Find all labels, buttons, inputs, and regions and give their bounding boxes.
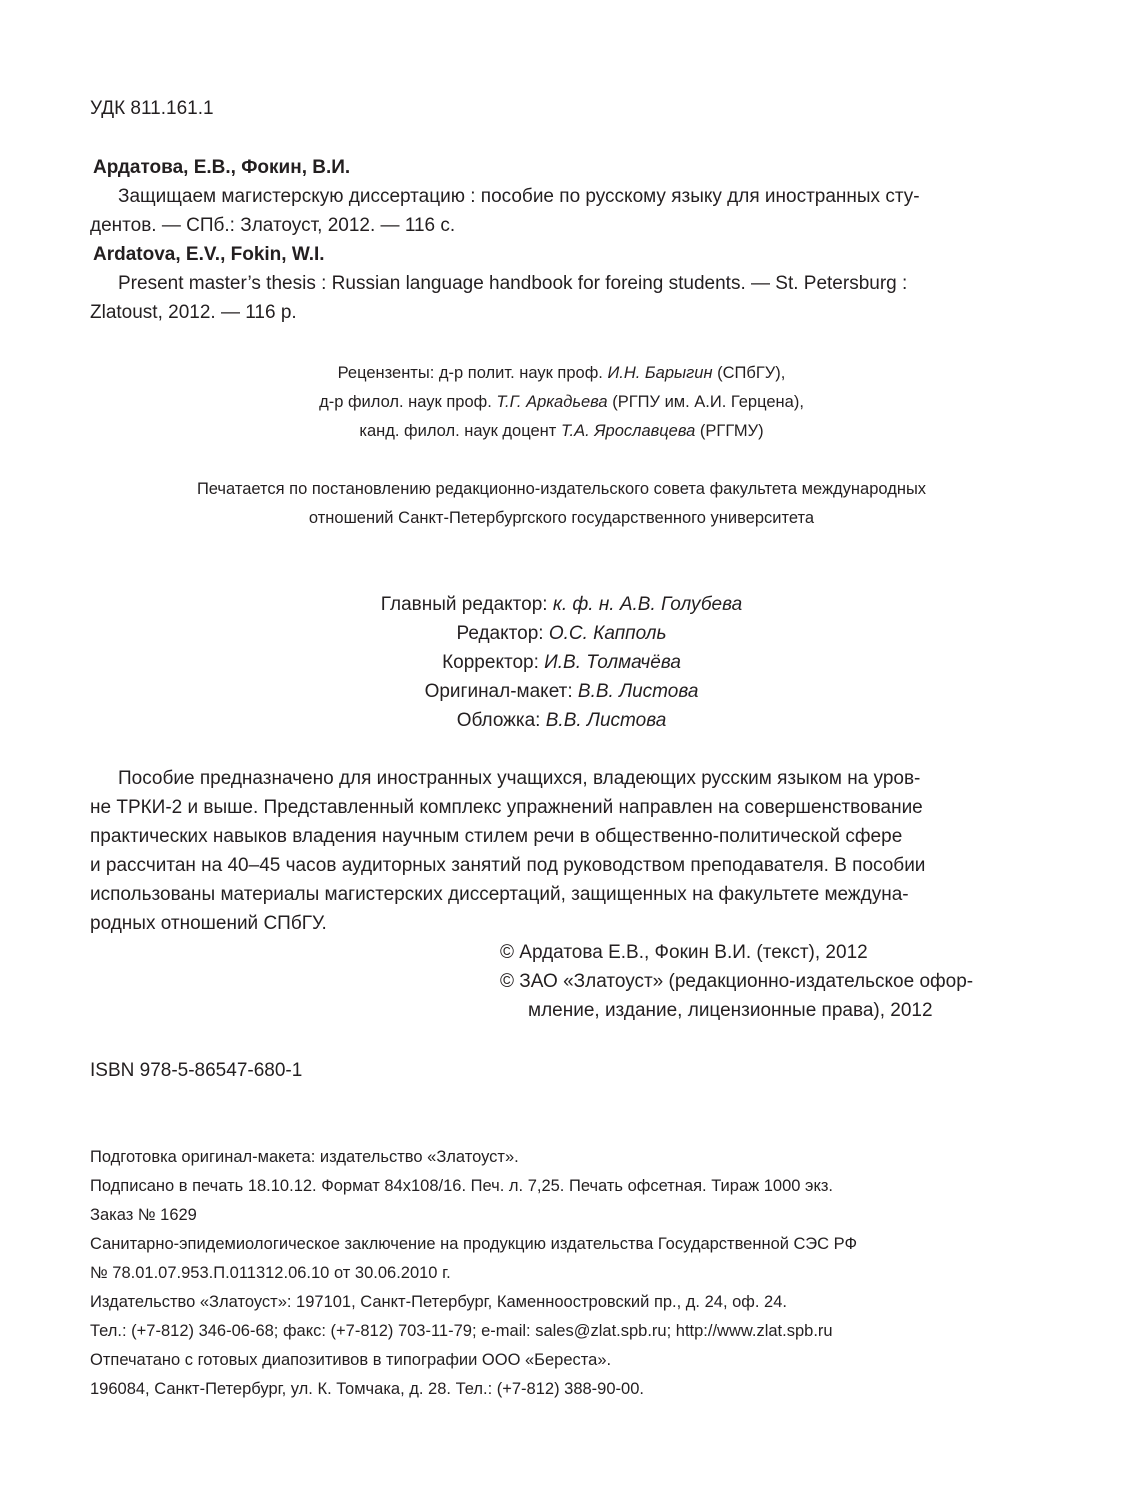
imprint-line: Издательство «Златоуст»: 197101, Санкт-Петербург, Каменноостровский пр., д. 24, оф. 24.: [90, 1293, 787, 1311]
en-title-line-1: Present master’s thesis : Russian language handbook for foreing students. — St. Petersburg :: [118, 273, 908, 294]
isbn: ISBN 978-5-86547-680-1: [90, 1060, 303, 1081]
copyright-authors: © Ардатова Е.В., Фокин В.И. (текст), 2012: [500, 942, 868, 963]
staff-line: Главный редактор: к. ф. н. А.В. Голубева: [380, 594, 743, 615]
staff-line: Редактор: О.С. Капполь: [456, 623, 667, 644]
imprint-line: Подготовка оригинал-макета: издательство «Златоуст».: [90, 1148, 519, 1166]
staff-line: Корректор: И.В. Толмачёва: [442, 652, 681, 673]
imprint-line: Отпечатано с готовых диапозитивов в типографии ООО «Береста».: [90, 1351, 612, 1369]
staff-line: Обложка: В.В. Листова: [456, 710, 667, 731]
annotation-line: использованы материалы магистерских диссертаций, защищенных на факультете междуна-: [90, 884, 909, 905]
imprint-line: № 78.01.07.953.П.011312.06.10 от 30.06.2010 г.: [90, 1264, 451, 1282]
copyright-publisher-cont: мление, издание, лицензионные права), 2012: [528, 1000, 933, 1021]
staff-line: Оригинал-макет: В.В. Листова: [424, 681, 699, 702]
reviewer-line: Рецензенты: д-р полит. наук проф. И.Н. Барыгин (СПбГУ),: [337, 364, 786, 382]
reviewer-line: канд. филол. наук доцент Т.А. Ярославцева (РГГМУ): [359, 422, 764, 440]
imprint-line: Тел.: (+7-812) 346-06-68; факс: (+7-812) 703-11-79; e-mail: sales@zlat.spb.ru; http://www.zlat.spb.ru: [90, 1322, 833, 1340]
reviewer-line: д-р филол. наук проф. Т.Г. Аркадьева (РГПУ им. А.И. Герцена),: [319, 393, 804, 411]
en-title-line-2: Zlatoust, 2012. — 116 p.: [90, 302, 297, 323]
imprint: [90, 1148, 857, 1409]
imprint-line: Санитарно-эпидемиологическое заключение на продукцию издательства Государственной СЭС РФ: [90, 1235, 858, 1253]
annotation-line: Пособие предназначено для иностранных учащихся, владеющих русским языком на уров-: [118, 768, 921, 789]
council-note: [0, 480, 1123, 538]
ru-authors: Ардатова, Е.В., Фокин, В.И.: [93, 157, 351, 178]
annotation-line: и рассчитан на 40–45 часов аудиторных занятий под руководством преподавателя. В пособии: [90, 855, 926, 876]
ru-title-line-2: дентов. — СПб.: Златоуст, 2012. — 116 с.: [90, 215, 456, 236]
copyright-publisher: © ЗАО «Златоуст» (редакционно-издательское офор-: [500, 971, 974, 992]
imprint-line: Подписано в печать 18.10.12. Формат 84х108/16. Печ. л. 7,25. Печать офсетная. Тираж 1000 экз.: [90, 1177, 833, 1195]
imprint-line: 196084, Санкт-Петербург, ул. К. Томчака, д. 28. Тел.: (+7-812) 388-90-00.: [90, 1380, 644, 1398]
annotation-line: родных отношений СПбГУ.: [90, 913, 327, 934]
council-line-1: Печатается по постановлению редакционно-издательского совета факультета международных: [196, 480, 927, 498]
annotation-line: не ТРКИ-2 и выше. Представленный комплекс упражнений направлен на совершенствование: [90, 797, 923, 818]
reviewers: [0, 364, 1123, 451]
en-authors: Ardatova, E.V., Fokin, W.I.: [93, 244, 325, 265]
staff-credits: [0, 594, 1123, 739]
udk: УДК 811.161.1: [90, 98, 214, 119]
imprint-line: Заказ № 1629: [90, 1206, 197, 1224]
ru-title-line-1: Защищаем магистерскую диссертацию : пособие по русскому языку для иностранных сту-: [118, 186, 920, 207]
council-line-2: отношений Санкт-Петербургского государственного университета: [308, 509, 815, 527]
annotation-line: практических навыков владения научным стилем речи в общественно-политической сфере: [90, 826, 903, 847]
